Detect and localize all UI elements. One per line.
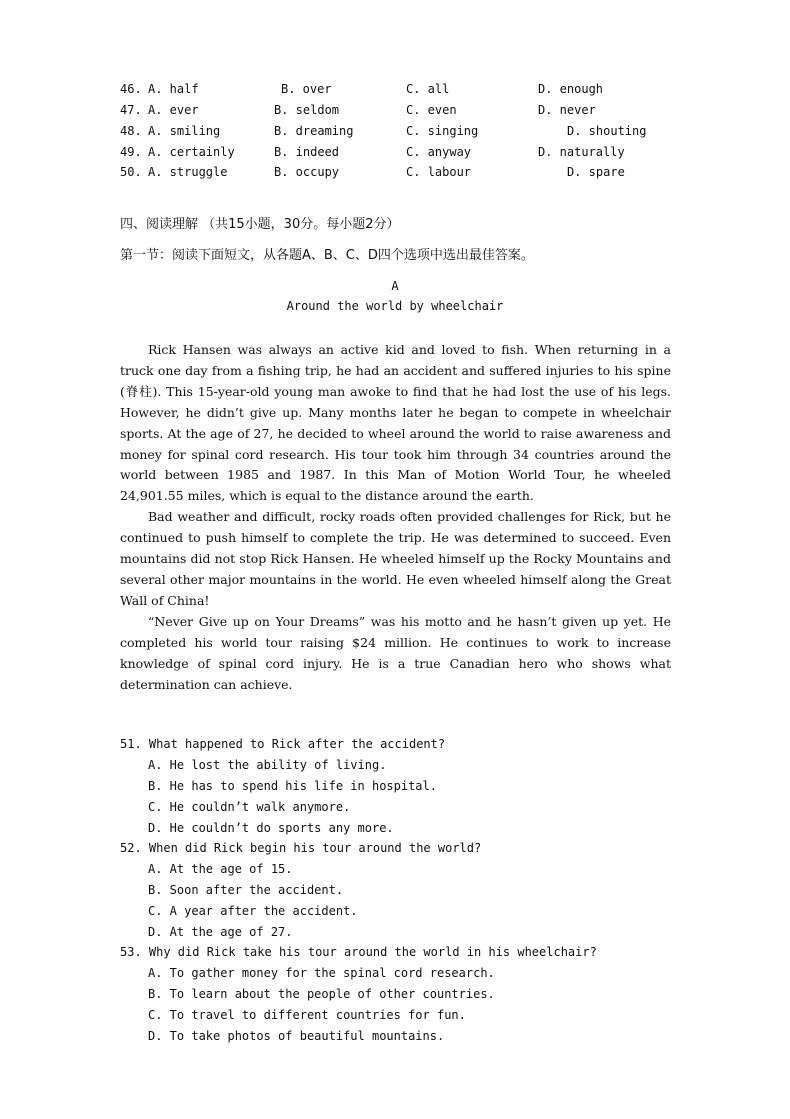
section-instruction: 第一节：阅读下面短文，从各题A、B、C、D四个选项中选出最佳答案。 <box>120 248 534 263</box>
option-c: C. all <box>406 82 450 96</box>
option-d: D. naturally <box>538 145 625 159</box>
option-c: C. singing <box>406 124 479 138</box>
question-51-stem: 51. What happened to Rick after the accident? <box>120 737 446 751</box>
passage-paragraph-3: “Never Give up on Your Dreams” was his motto and he hasn’t given up yet. He completed his world tour raising $24 million. He continues to work to increase knowledge of spinal cord injury. He is a true Canadian hero who shows what determination can achieve. <box>120 613 671 692</box>
question-number: 46. <box>120 82 142 96</box>
option-a: A. certainly <box>148 145 235 159</box>
section-title: 四、阅读理解 （共15小题，30分。每小题2分） <box>120 217 400 232</box>
question-number: 48. <box>120 124 142 138</box>
question-53-option-b: B. To learn about the people of other countries. <box>148 987 495 1001</box>
question-51-option-d: D. He couldn’t do sports any more. <box>148 821 394 835</box>
option-d: D. spare <box>567 165 625 179</box>
option-b: B. seldom <box>274 103 340 117</box>
question-53-option-c: C. To travel to different countries for fun. <box>148 1008 466 1022</box>
option-a: A. smiling <box>148 124 221 138</box>
option-b: B. dreaming <box>274 124 354 138</box>
question-51-option-c: C. He couldn’t walk anymore. <box>148 800 351 814</box>
passage-title: Around the world by wheelchair <box>286 299 504 313</box>
passage-paragraph-1: Rick Hansen was always an active kid and loved to fish. When returning in a truck one day from a fishing trip, he had an accident and suffered injuries to his spine (脊柱). This 15-year-old young man awoke to find that he had lost the use of his legs. However, he didn’t give up. Many months later he began to compete in wheelchair sports. At the age of 27, he decided to wheel around the world to raise awareness and money for spinal cord research. His tour took him through 34 countries around the world between 1985 and 1987. In this Man of Motion World Tour, he wheeled 24,901.55 miles, which is equal to the distance around the earth. <box>120 342 671 504</box>
passage-paragraph-2: Bad weather and difficult, rocky roads often provided challenges for Rick, but he continued to push himself to complete the trip. He was determined to succeed. Even mountains did not stop Rick Hansen. He wheeled himself up the Rocky Mountains and several other major mountains in the world. He even wheeled himself along the Great Wall of China! <box>120 509 671 608</box>
option-a: A. ever <box>148 103 199 117</box>
question-53-stem: 53. Why did Rick take his tour around the world in his wheelchair? <box>120 945 597 959</box>
question-52-stem: 52. When did Rick begin his tour around the world? <box>120 841 482 855</box>
option-b: B. occupy <box>274 165 340 179</box>
question-number: 50. <box>120 165 142 179</box>
question-51-option-a: A. He lost the ability of living. <box>148 758 387 772</box>
option-c: C. anyway <box>406 145 472 159</box>
option-b: B. indeed <box>274 145 340 159</box>
question-number: 49. <box>120 145 142 159</box>
option-a: A. struggle <box>148 165 228 179</box>
passage-label: A <box>391 279 399 293</box>
question-52-option-b: B. Soon after the accident. <box>148 883 344 897</box>
option-c: C. labour <box>406 165 472 179</box>
option-d: D. shouting <box>567 124 647 138</box>
passage-body <box>120 340 671 695</box>
question-52-option-c: C. A year after the accident. <box>148 904 358 918</box>
option-d: D. never <box>538 103 596 117</box>
question-52-option-a: A. At the age of 15. <box>148 862 293 876</box>
question-53-option-a: A. To gather money for the spinal cord research. <box>148 966 495 980</box>
option-c: C. even <box>406 103 457 117</box>
question-53-option-d: D. To take photos of beautiful mountains. <box>148 1029 445 1043</box>
question-52-option-d: D. At the age of 27. <box>148 925 293 939</box>
question-51-option-b: B. He has to spend his life in hospital. <box>148 779 437 793</box>
option-d: D. enough <box>538 82 604 96</box>
option-a: A. half <box>148 82 199 96</box>
option-b: B. over <box>281 82 332 96</box>
question-number: 47. <box>120 103 142 117</box>
